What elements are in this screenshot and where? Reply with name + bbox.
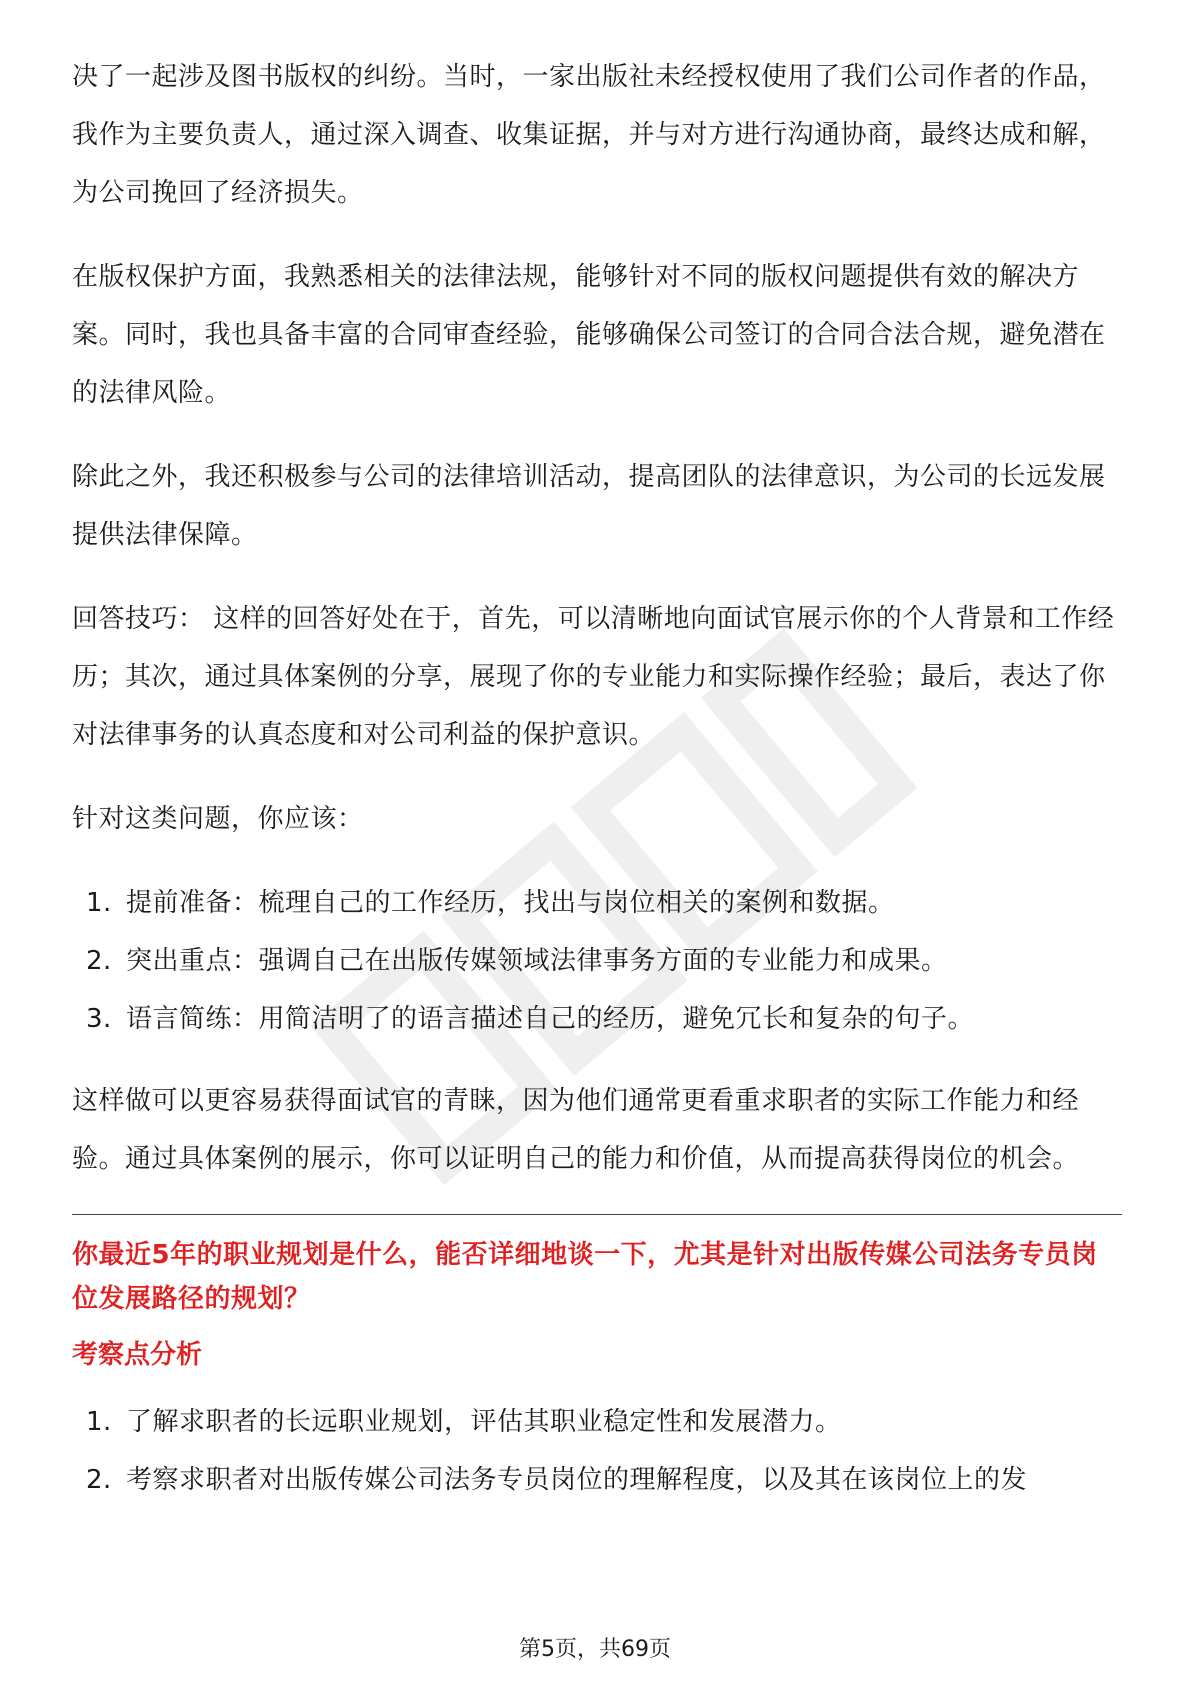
analysis-list	[72, 1393, 1122, 1509]
paragraph-lead-in: 针对这类问题，你应该：	[72, 804, 364, 834]
paragraph-copyright: 在版权保护方面，我熟悉相关的法律法规，能够针对不同的版权问题提供有效的解决方案。同时，我也具备丰富的合同审查经验，能够确保公司签订的合同合法合规，避免潜在的法律风险。	[72, 262, 1106, 408]
page-number: 第5页，共69页	[519, 1637, 671, 1662]
paragraph-case: 决了一起涉及图书版权的纠纷。当时，一家出版社未经授权使用了我们公司作者的作品，我作为主要负责人，通过深入调查、收集证据，并与对方进行沟通协商，最终达成和解，为公司挽回了经济损失。	[72, 62, 1106, 208]
tips-list	[72, 874, 1122, 1048]
section-divider	[72, 1214, 1122, 1215]
list-item: 2. 突出重点：强调自己在出版传媒领域法律事务方面的专业能力和成果。	[86, 946, 948, 976]
analysis-title: 考察点分析	[72, 1340, 203, 1370]
list-item: 1. 提前准备：梳理自己的工作经历，找出与岗位相关的案例和数据。	[86, 888, 895, 918]
list-item: 1. 了解求职者的长远职业规划，评估其职业稳定性和发展潜力。	[86, 1407, 842, 1437]
document-page	[72, 48, 1122, 1533]
list-item: 2. 考察求职者对出版传媒公司法务专员岗位的理解程度，以及其在该岗位上的发	[86, 1465, 1028, 1495]
interview-question: 你最近5年的职业规划是什么，能否详细地谈一下，尤其是针对出版传媒公司法务专员岗位发展路径的规划？	[72, 1240, 1098, 1314]
paragraph-training: 除此之外，我还积极参与公司的法律培训活动，提高团队的法律意识，为公司的长远发展提供法律保障。	[72, 462, 1106, 550]
paragraph-closing: 这样做可以更容易获得面试官的青睐，因为他们通常更看重求职者的实际工作能力和经验。通过具体案例的展示，你可以证明自己的能力和价值，从而提高获得岗位的机会。	[72, 1086, 1080, 1174]
list-item: 3. 语言简练：用简洁明了的语言描述自己的经历，避免冗长和复杂的句子。	[86, 1004, 975, 1034]
paragraph-answer-tips: 回答技巧： 这样的回答好处在于，首先，可以清晰地向面试官展示你的个人背景和工作经历；其次，通过具体案例的分享，展现了你的专业能力和实际操作经验；最后，表达了你对法律事务的认真态度和对公司利益的保护意识。	[72, 604, 1115, 750]
